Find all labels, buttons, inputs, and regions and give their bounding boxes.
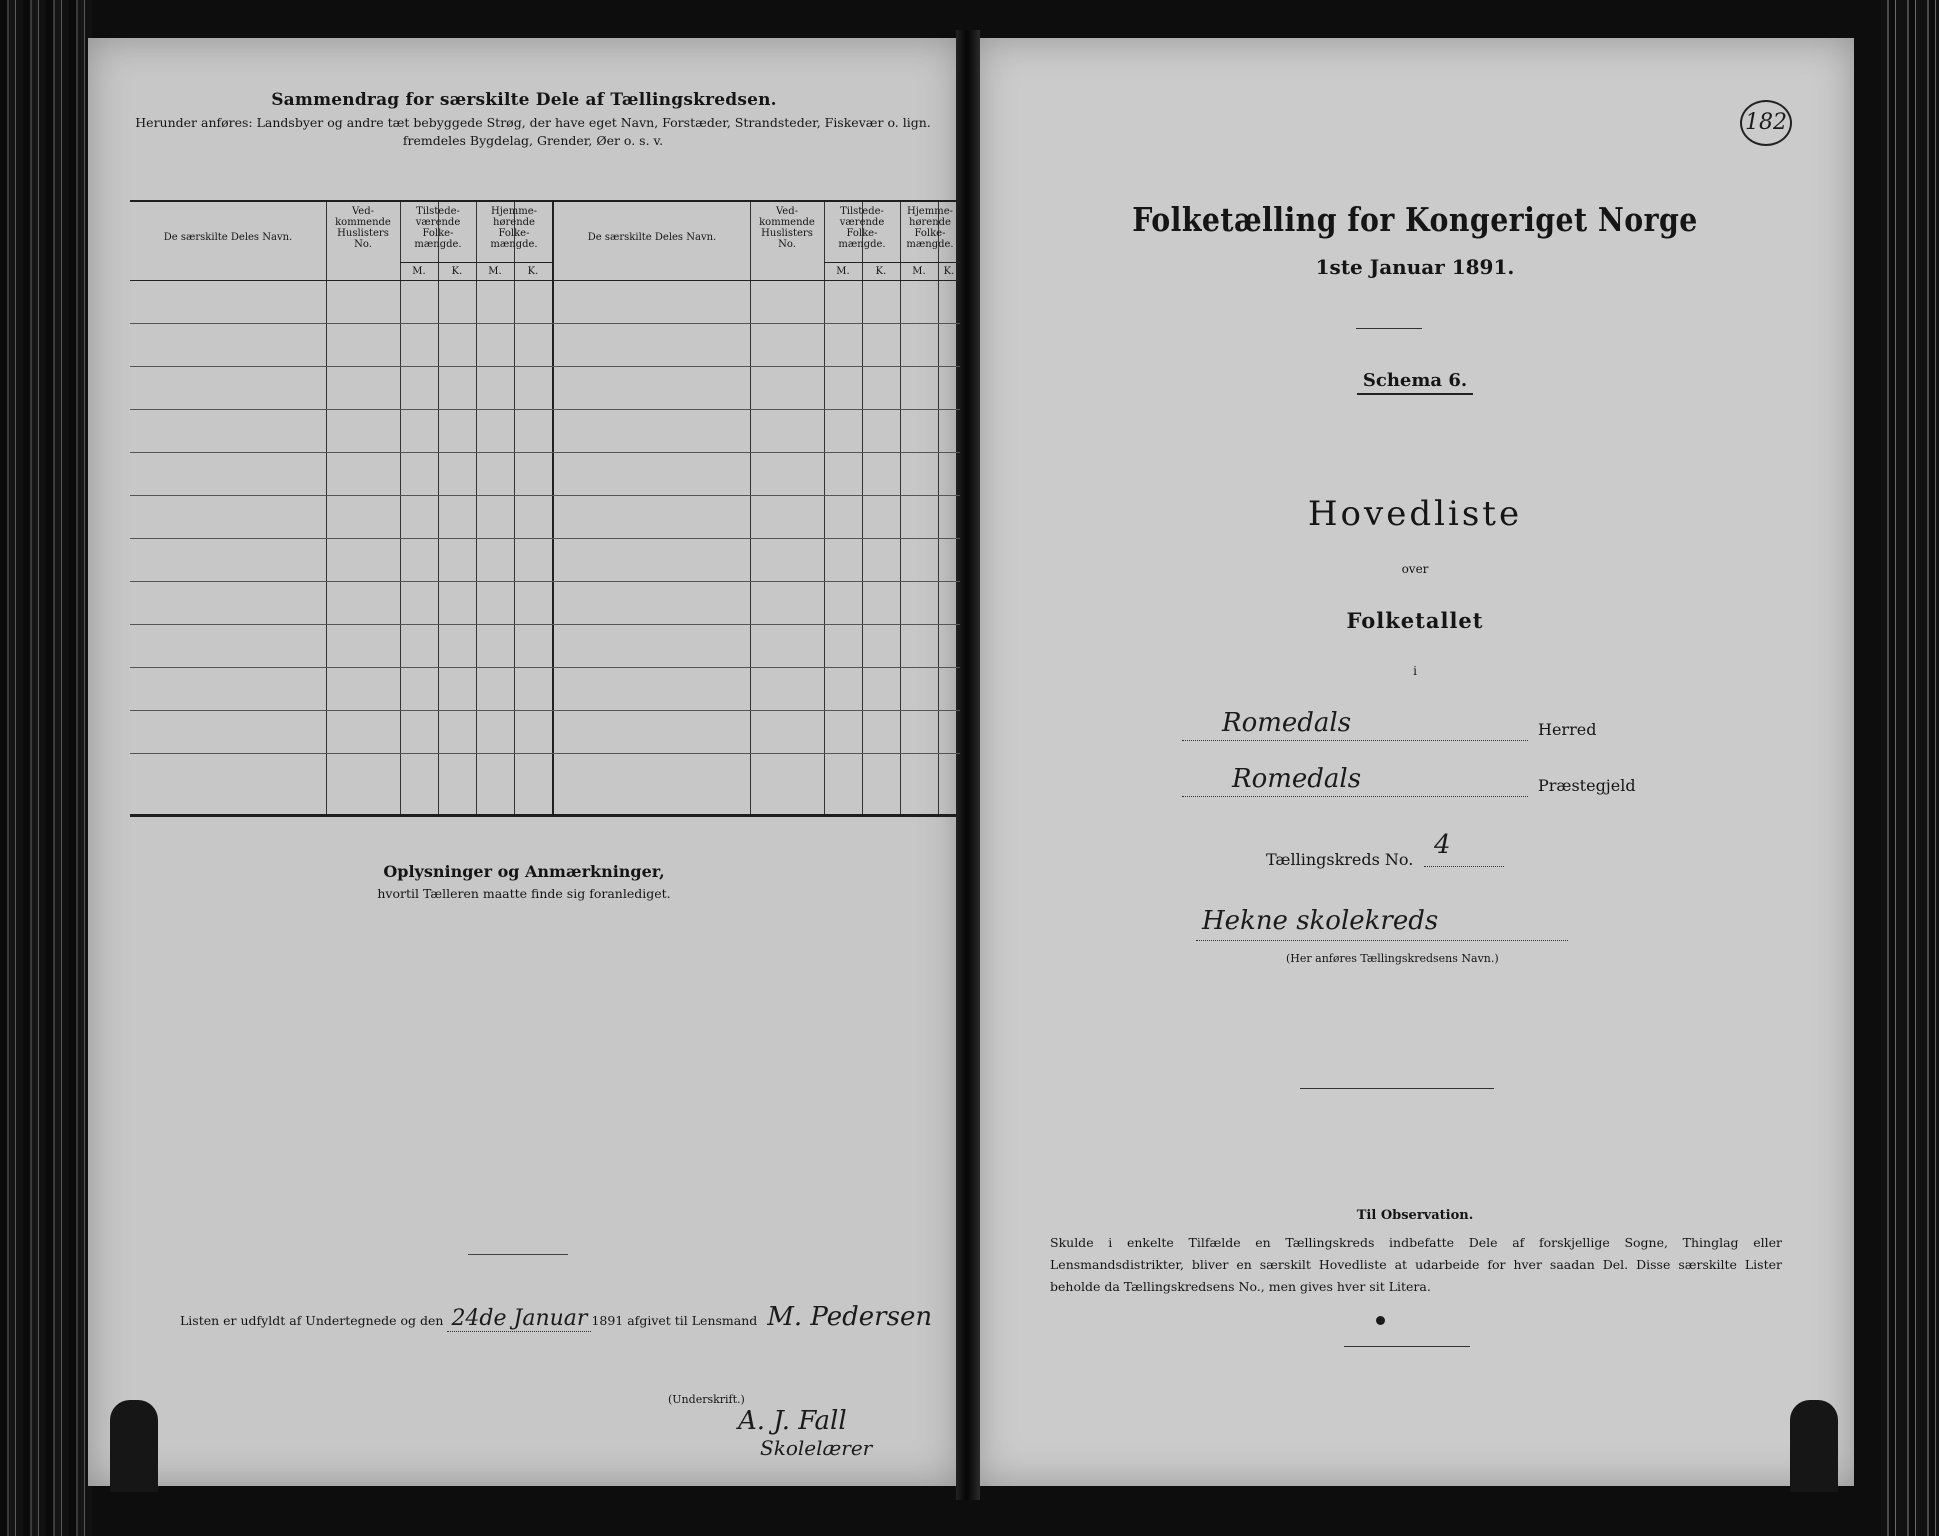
- kreds-label: Tællingskreds No.: [1266, 850, 1414, 869]
- observation-title: Til Observation.: [1356, 1208, 1474, 1223]
- divider-rule: [1300, 1088, 1494, 1089]
- summary-table: [130, 200, 960, 817]
- col-sub-m: M.: [836, 266, 850, 277]
- col-header-hjemme-2: Hjemme-hørende Folke-mængde.: [906, 206, 954, 250]
- summary-note: [118, 114, 948, 150]
- page-number-circled: 182: [1740, 100, 1792, 146]
- corner-tab-right: [1790, 1400, 1838, 1492]
- col-header-huslister-2: Ved-kommende Huslisters No.: [759, 206, 815, 250]
- over-text: over: [1401, 562, 1429, 576]
- ink-dot: [1376, 1316, 1385, 1325]
- col-header-name-2: De særskilte Deles Navn.: [587, 232, 717, 243]
- herred-handwritten: Romedals: [1222, 708, 1352, 738]
- corner-tab-left: [110, 1400, 158, 1492]
- divider-rule: [1344, 1346, 1470, 1347]
- hovedliste-heading: Hovedliste: [1307, 494, 1523, 534]
- signature-year: 1891: [591, 1313, 624, 1328]
- book-binding-left: [0, 0, 92, 1536]
- col-sub-k: K.: [527, 266, 539, 277]
- form-title: Folketælling for Kongeriget Norge: [1132, 200, 1698, 239]
- observations-subtitle: hvortil Tælleren maatte finde sig foranlediget.: [377, 886, 671, 901]
- underskrift-label: (Underskrift.): [668, 1393, 745, 1406]
- divider-rule: [1356, 328, 1422, 329]
- prestegjeld-label: Præstegjeld: [1538, 776, 1636, 795]
- col-header-hjemme-1: Hjemme-hørende Folke-mængde.: [490, 206, 538, 250]
- summary-title: Sammendrag for særskilte Dele af Tællingskredsen.: [271, 90, 777, 110]
- signer-name-handwritten: A. J. Fall: [738, 1406, 847, 1436]
- col-sub-m: M.: [412, 266, 426, 277]
- form-date: 1ste Januar 1891.: [1315, 255, 1515, 279]
- kreds-number-handwritten: 4: [1434, 830, 1451, 860]
- i-text: i: [1413, 664, 1417, 678]
- summary-note-line-1: Herunder anføres: Landsbyer og andre tæt bebyggede Strøg, der have eget Navn, Forstæder, Strandsteder, Fiskevær o. lign.: [135, 115, 931, 130]
- summary-note-line-2: fremdeles Bygdelag, Grender, Øer o. s. v.: [402, 133, 664, 148]
- col-sub-k: K.: [875, 266, 887, 277]
- herred-label: Herred: [1538, 720, 1597, 739]
- folketallet-heading: Folketallet: [1346, 608, 1484, 633]
- col-sub-k: K.: [943, 266, 955, 277]
- col-sub-m: M.: [488, 266, 502, 277]
- schema-text: Schema 6.: [1357, 370, 1473, 395]
- signature-text-2: afgivet til Lensmand: [627, 1313, 758, 1328]
- divider-rule: [468, 1254, 568, 1255]
- col-sub-k: K.: [451, 266, 463, 277]
- col-header-huslister-1: Ved-kommende Huslisters No.: [335, 206, 391, 250]
- col-header-tilstede-2: Tilstede-værende Folke-mængde.: [838, 206, 886, 250]
- kreds-name-handwritten: Hekne skolekreds: [1202, 906, 1439, 936]
- col-sub-m: M.: [912, 266, 926, 277]
- lensmand-name-handwritten: M. Pedersen: [767, 1302, 933, 1332]
- observations-title: Oplysninger og Anmærkninger,: [383, 862, 665, 881]
- book-binding-right: [1881, 0, 1939, 1536]
- prestegjeld-handwritten: Romedals: [1232, 764, 1362, 794]
- signature-text-1: Listen er udfyldt af Undertegnede og den: [180, 1313, 444, 1328]
- kreds-name-caption: (Her anføres Tællingskredsens Navn.): [1286, 952, 1499, 965]
- col-header-name-1: De særskilte Deles Navn.: [163, 232, 293, 243]
- signature-date-handwritten: 24de Januar: [447, 1306, 591, 1332]
- schema-label: [976, 370, 1854, 391]
- signature-line: [180, 1302, 932, 1332]
- observation-text: Skulde i enkelte Tilfælde en Tællingskreds indbefatte Dele af forskjellige Sogne, Thinglag eller Lensmandsdistrikter, bliver en særskilt Hovedliste at udarbeide for hver saadan Del. Disse særskilte Lister beholde da Tællingskredsens No., men gives hver sit Litera.: [1050, 1235, 1782, 1294]
- signer-title-handwritten: Skolelærer: [760, 1436, 873, 1460]
- col-header-tilstede-1: Tilstede-værende Folke-mængde.: [414, 206, 462, 250]
